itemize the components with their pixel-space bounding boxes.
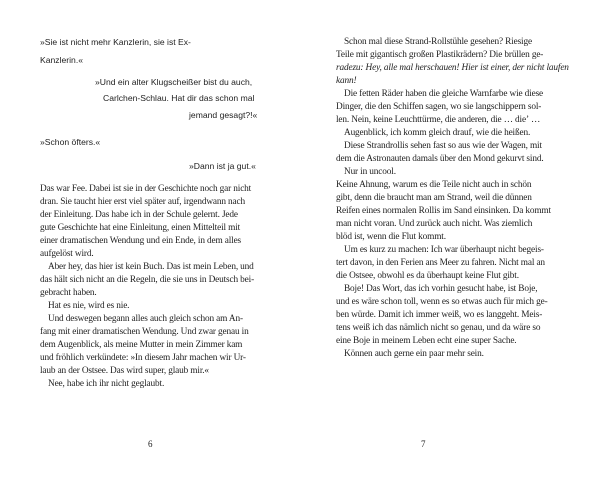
- body-line: gute Geschichte hat eine Einleitung, einen Mittelteil mit: [40, 223, 241, 233]
- body-line: dem die Astronauten damals über den Mond gekurvt sind.: [336, 154, 544, 164]
- body-line: das hält sich nicht an die Regeln, die sie uns in Deutsch bei-: [40, 275, 255, 285]
- body-line: radezu: Hey, alle mal herschauen! Hier ist einer, der nicht laufen: [336, 63, 569, 73]
- body-line: gebracht haben.: [40, 288, 97, 298]
- dialogue-line: »Dann ist ja gut.«: [189, 161, 256, 171]
- body-line: laub an der Ostsee. Das wird super, glaub mir.«: [40, 366, 209, 376]
- body-line: len. Nein, keine Leuchttürme, die anderen, die … dieʼ …: [336, 115, 541, 125]
- body-line: Teile mit gigantisch großen Plastikrädern? Die brüllen ge-: [336, 50, 544, 60]
- dialogue-line: Kanzlerin.«: [40, 55, 83, 65]
- body-line: Können auch gerne ein paar mehr sein.: [344, 349, 484, 359]
- body-line: Boje! Das Wort, das ich vorhin gesucht habe, ist Boje,: [344, 284, 538, 294]
- body-line: Hat es nie, wird es nie.: [48, 301, 130, 311]
- dialogue-line: »Und ein alter Klugscheißer bist du auch,: [95, 77, 253, 87]
- body-line: dran. Sie taucht hier erst viel später auf, irgendwann nach: [40, 197, 245, 207]
- body-line: Schon mal diese Strand-Rollstühle gesehen? Riesige: [344, 37, 532, 47]
- body-line: und fröhlich verkündete: »In diesem Jahr machen wir Ur-: [40, 353, 246, 363]
- body-line: blöd ist, wenn die Flut kommt.: [336, 232, 446, 242]
- body-line: Reifen eines normalen Rollis im Sand einsinken. Da kommt: [336, 206, 551, 216]
- body-line: Das war Fee. Dabei ist sie in der Geschichte noch gar nicht: [40, 184, 252, 194]
- body-line: Um es kurz zu machen: Ich war überhaupt nicht begeis-: [344, 245, 544, 255]
- right-page: [300, 0, 600, 477]
- body-line: tert davon, in den Ferien ans Meer zu fahren. Nicht mal an: [336, 258, 545, 268]
- body-line: aufgelöst wird.: [40, 249, 94, 259]
- body-line: die Ostsee, obwohl es da überhaupt keine Flut gibt.: [336, 271, 519, 281]
- body-line: dem Augenblick, als meine Mutter in mein Zimmer kam: [40, 340, 243, 350]
- dialogue-line: »Sie ist nicht mehr Kanzlerin, sie ist Ex-: [40, 37, 191, 47]
- body-line: Diese Strandrollis sehen fast so aus wie der Wagen, mit: [344, 141, 542, 151]
- body-line: der Einleitung. Das habe ich in der Schule gelernt. Jede: [40, 210, 238, 220]
- body-line: Augenblick, ich komm gleich drauf, wie die heißen.: [344, 128, 531, 138]
- body-line: kann!: [336, 76, 357, 86]
- body-line: und es wäre schon toll, wenn es so etwas auch für mich ge-: [336, 297, 548, 307]
- page-number: 7: [421, 439, 426, 449]
- body-line: Aber hey, das hier ist kein Buch. Das ist mein Leben, und: [48, 262, 254, 272]
- body-line: eine Boje in meinem Leben echt eine super Sache.: [336, 336, 517, 346]
- dialogue-line: Carlchen-Schlau. Hat dir das schon mal: [103, 93, 255, 103]
- body-line: man nicht voran. Und zurück auch nicht. Was ziemlich: [336, 219, 533, 229]
- dialogue-line: »Schon öfters.«: [40, 137, 101, 147]
- body-line: Die fetten Räder haben die gleiche Warnfarbe wie diese: [344, 89, 544, 99]
- body-line: ben würde. Damit ich immer weiß, wo es langgeht. Meis-: [336, 310, 543, 320]
- body-line: Keine Ahnung, warum es die Teile nicht auch in schön: [336, 180, 532, 190]
- body-line: gibt, denn die braucht man am Strand, weil die dünnen: [336, 193, 532, 203]
- body-line: Nee, habe ich ihr nicht geglaubt.: [48, 379, 165, 389]
- body-line: Dinger, die den Schiffen sagen, wo sie langschippern sol-: [336, 102, 542, 112]
- body-line: einer dramatischen Wendung und ein Ende, in dem alles: [40, 236, 242, 246]
- body-line: Nur in uncool.: [344, 167, 396, 177]
- body-line: Und deswegen begann alles auch gleich schon am An-: [48, 314, 243, 324]
- dialogue-line: jemand gesagt?!«: [189, 110, 258, 120]
- body-line: fang mit einer dramatischen Wendung. Und zwar genau in: [40, 327, 249, 337]
- page-number: 6: [148, 439, 153, 449]
- body-line: tens weiß ich das nämlich nicht so genau, und da wäre so: [336, 323, 541, 333]
